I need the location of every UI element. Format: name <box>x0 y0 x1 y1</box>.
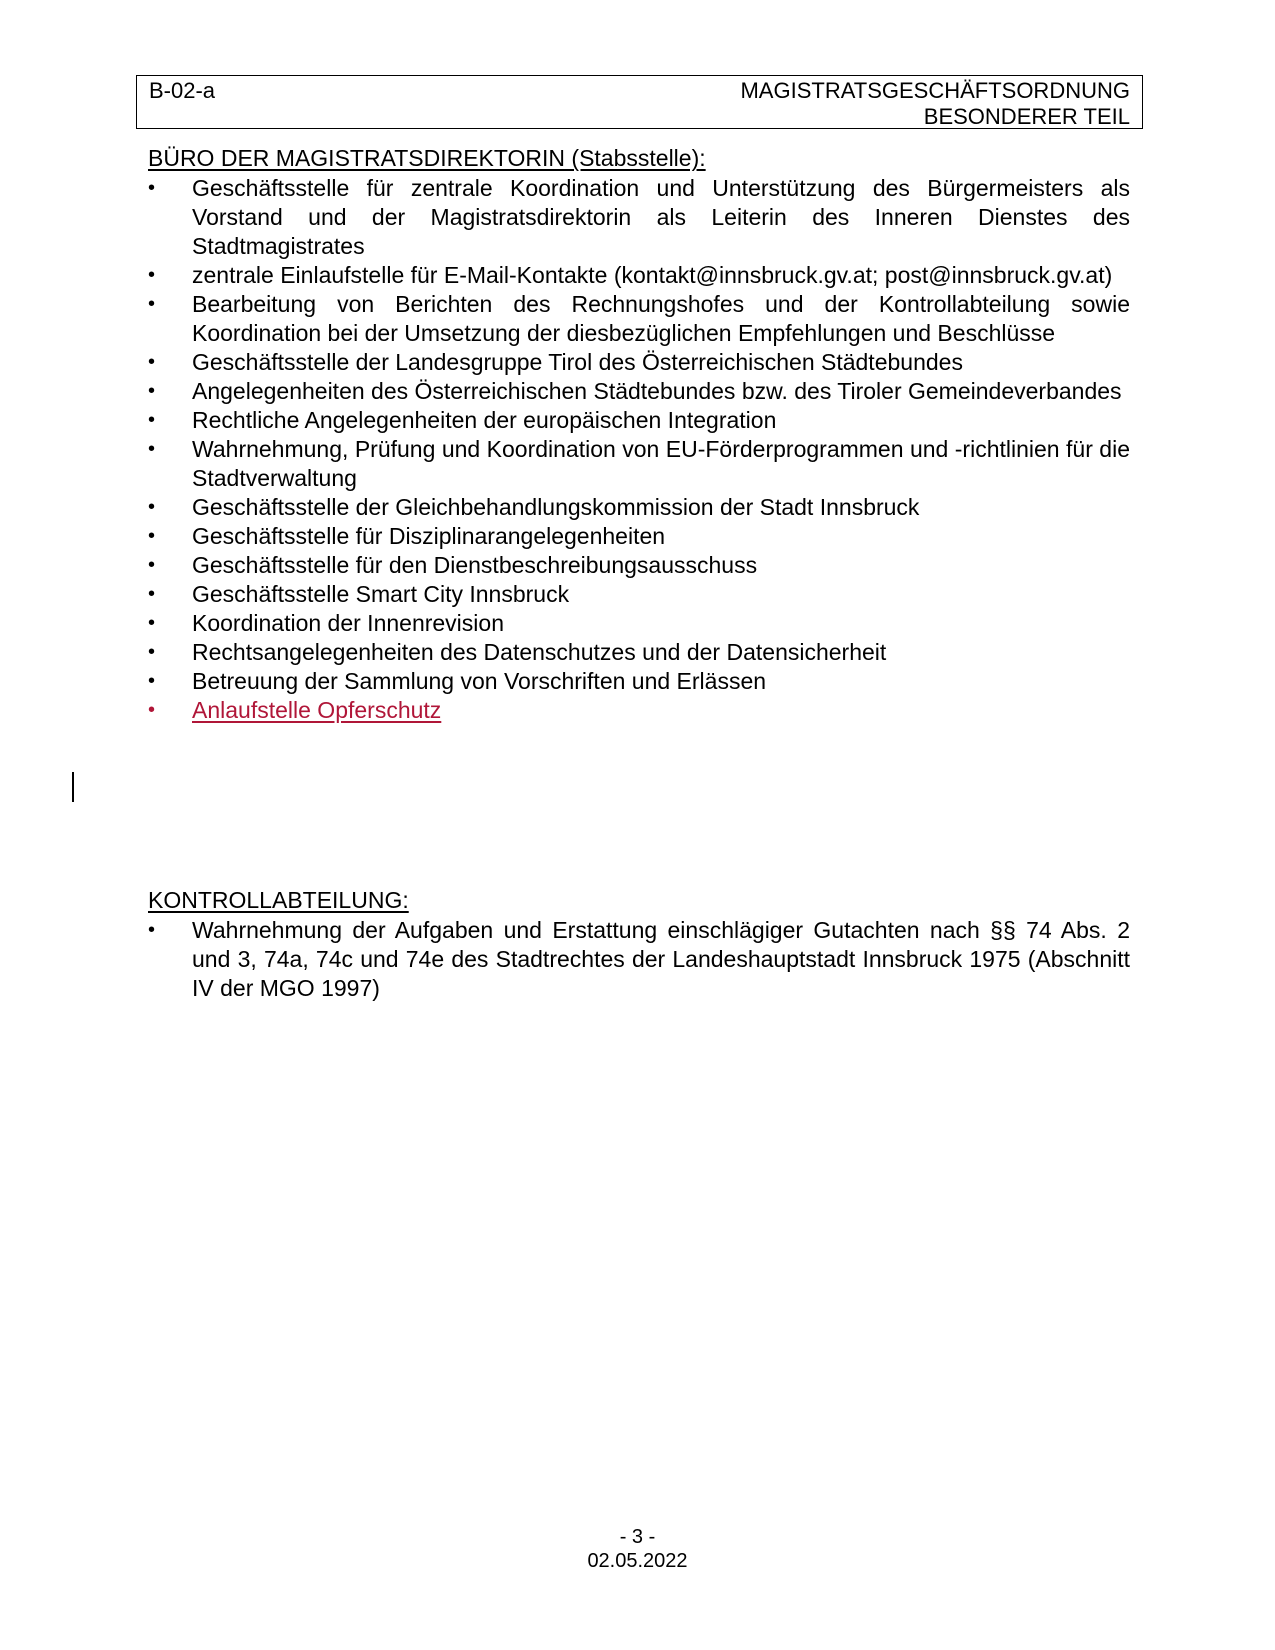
bullet-icon: • <box>148 380 156 402</box>
bullet-icon: • <box>148 699 156 721</box>
bullet-icon: • <box>148 583 156 605</box>
list-item: • Koordination der Innenrevision <box>148 610 504 636</box>
page-number: - 3 - <box>619 1526 656 1548</box>
task-list <box>148 916 1130 1003</box>
bullet-icon: • <box>148 670 156 692</box>
list-item: • Wahrnehmung, Prüfung und Koordination von EU-Förderprogrammen und -richtlinien für die Stadtverwaltung <box>148 436 1130 491</box>
section-kontrollabteilung <box>148 886 1130 1003</box>
bullet-icon: • <box>148 641 156 663</box>
list-item: • Geschäftsstelle für zentrale Koordination und Unterstützung des Bürgermeisters als Vorstand und der Magistratsdirektorin als Leiterin des Inneren Dienstes des Stadtmagistrates <box>148 175 1130 259</box>
revision-change-bar <box>72 772 74 802</box>
section-buero-magistratsdirektorin <box>148 144 1130 725</box>
document-date: 02.05.2022 <box>587 1550 688 1572</box>
list-item: • Betreuung der Sammlung von Vorschriften und Erlässen <box>148 668 767 694</box>
section-title: BÜRO DER MAGISTRATSDIREKTORIN (Stabsstelle): <box>148 145 706 171</box>
bullet-icon: • <box>148 438 156 460</box>
list-item: • Geschäftsstelle der Gleichbehandlungskommission der Stadt Innsbruck <box>148 494 920 520</box>
bullet-icon: • <box>148 525 156 547</box>
bullet-icon: • <box>148 554 156 576</box>
document-code: B-02-a <box>149 78 216 103</box>
bullet-icon: • <box>148 351 156 373</box>
list-item: • zentrale Einlaufstelle für E-Mail-Kontakte (kontakt@innsbruck.gv.at; post@innsbruck.gv.at) <box>148 262 1113 288</box>
bullet-icon: • <box>148 293 156 315</box>
list-item: • Geschäftsstelle Smart City Innsbruck <box>148 581 570 607</box>
page-header <box>136 75 1143 129</box>
bullet-icon: • <box>148 496 156 518</box>
list-item: • Bearbeitung von Berichten des Rechnungshofes und der Kontrollabteilung sowie Koordination bei der Umsetzung der diesbezüglichen Empfehlungen und Beschlüsse <box>148 291 1130 346</box>
document-title-line2: BESONDERER TEIL <box>923 104 1130 129</box>
list-item: • Geschäftsstelle für Disziplinarangelegenheiten <box>148 523 666 549</box>
document-title-line1: MAGISTRATSGESCHÄFTSORDNUNG <box>740 78 1130 103</box>
bullet-icon: • <box>148 177 156 199</box>
bullet-icon: • <box>148 409 156 431</box>
list-item: • Rechtsangelegenheiten des Datenschutzes und der Datensicherheit <box>148 639 887 665</box>
bullet-icon: • <box>148 612 156 634</box>
section-title: KONTROLLABTEILUNG: <box>148 887 409 913</box>
page-footer <box>0 1525 1275 1573</box>
list-item: • Angelegenheiten des Österreichischen Städtebundes bzw. des Tiroler Gemeindeverbandes <box>148 378 1122 404</box>
list-item: • Geschäftsstelle der Landesgruppe Tirol des Österreichischen Städtebundes <box>148 349 963 375</box>
task-list <box>148 174 1130 725</box>
document-title <box>740 78 1130 130</box>
bullet-icon: • <box>148 264 156 286</box>
bullet-icon: • <box>148 919 156 941</box>
list-item-tracked-change: • Anlaufstelle Opferschutz <box>148 697 442 723</box>
list-item: • Geschäftsstelle für den Dienstbeschreibungsausschuss <box>148 552 758 578</box>
list-item: • Rechtliche Angelegenheiten der europäischen Integration <box>148 407 777 433</box>
list-item: • Wahrnehmung der Aufgaben und Erstattung einschlägiger Gutachten nach §§ 74 Abs. 2 und 3, 74a, 74c und 74e des Stadtrechtes der Landeshauptstadt Innsbruck 1975 (Abschnitt IV der MGO 1997) <box>148 917 1130 1001</box>
